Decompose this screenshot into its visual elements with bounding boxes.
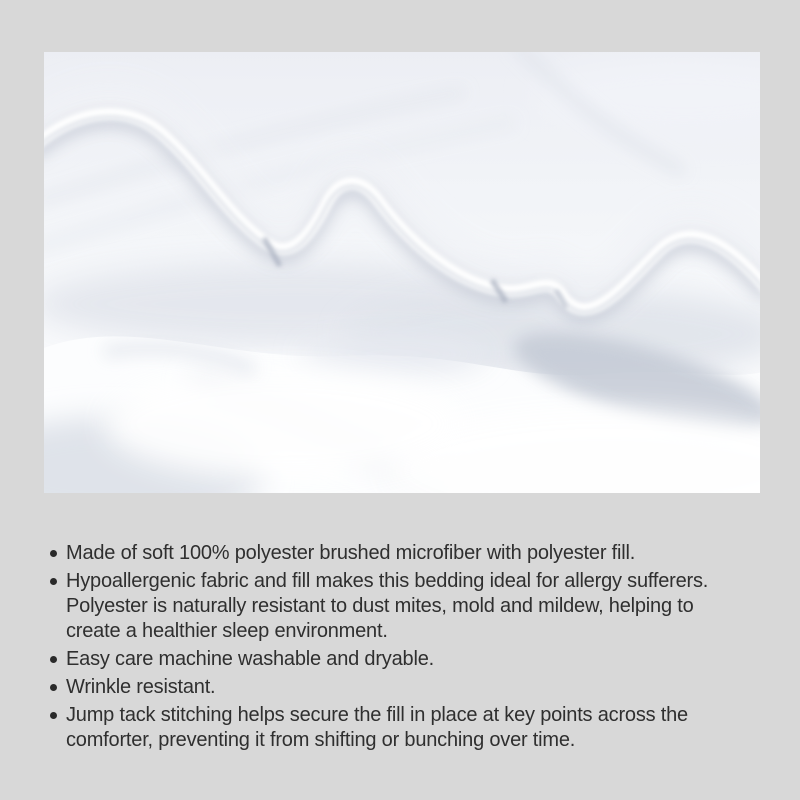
bullet-icon [50, 550, 57, 557]
feature-list [50, 541, 750, 756]
feature-item-wrinkle-resistant [50, 675, 750, 700]
bullet-icon [50, 656, 57, 663]
feature-item-material [50, 541, 750, 566]
feature-text: Wrinkle resistant. [66, 676, 216, 698]
feature-text: Jump tack stitching helps secure the fill in place at key points across the comforter, preventing it from shifting or bunching over time. [66, 704, 688, 751]
feature-text: Made of soft 100% polyester brushed microfiber with polyester fill. [66, 542, 636, 564]
feature-item-easy-care [50, 647, 750, 672]
feature-item-jump-tack-stitching [50, 703, 750, 753]
product-photo [44, 52, 760, 493]
bullet-icon [50, 712, 57, 719]
feature-text: Hypoallergenic fabric and fill makes this bedding ideal for allergy sufferers. Polyester is naturally resistant to dust mites, mold and mildew, helping to create a healthier sleep environment. [66, 570, 709, 642]
bullet-icon [50, 684, 57, 691]
feature-text: Easy care machine washable and dryable. [66, 648, 434, 670]
bullet-icon [50, 578, 57, 585]
bedding-photo-illustration [44, 52, 760, 493]
feature-item-hypoallergenic [50, 569, 750, 644]
